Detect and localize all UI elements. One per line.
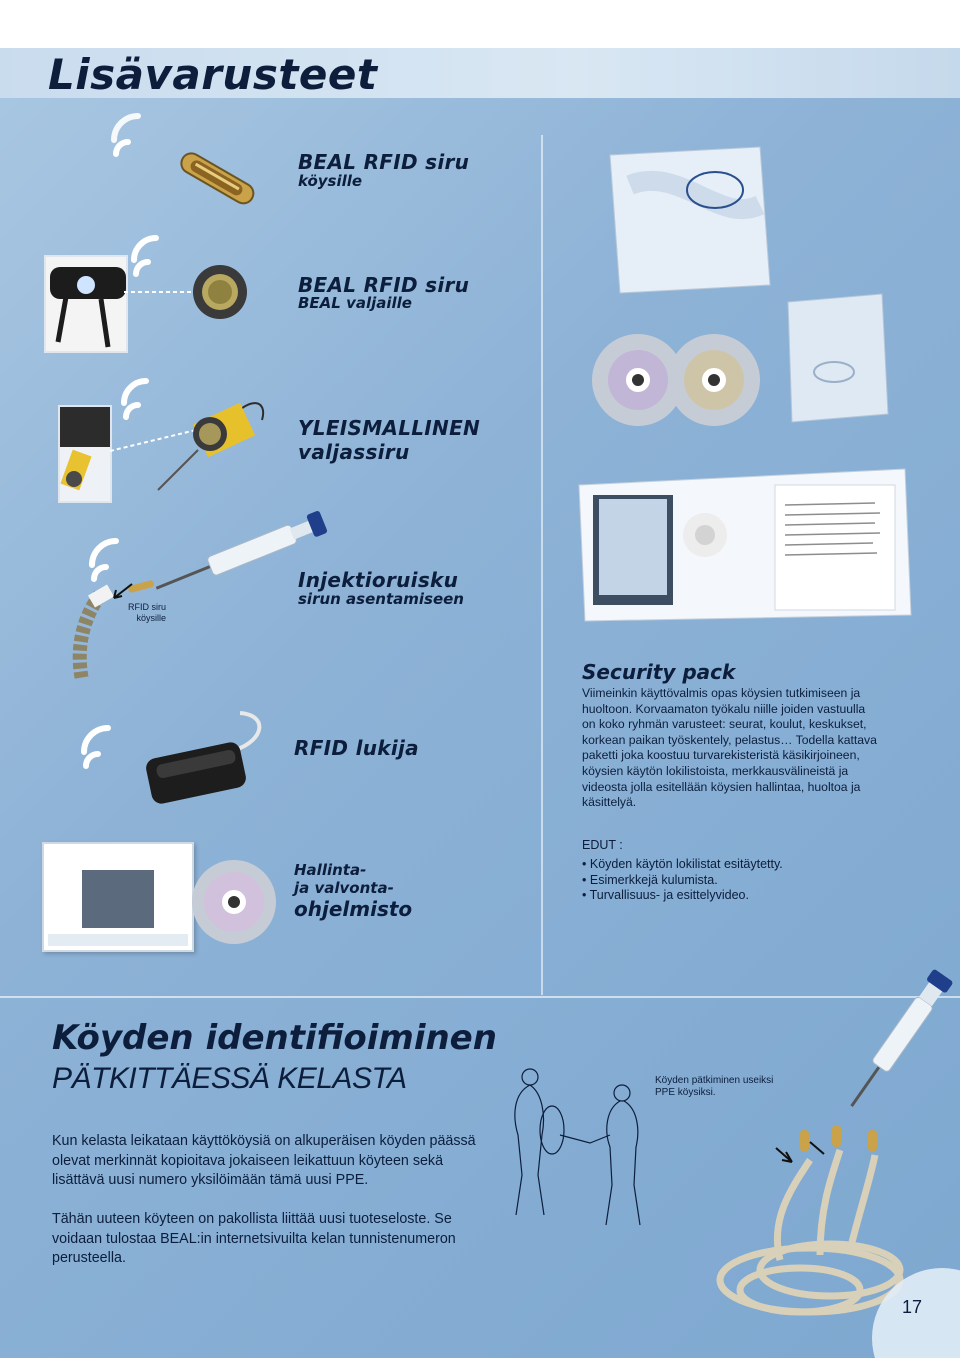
software-title-line1: Hallinta-	[294, 861, 367, 879]
rope-cutting-illustration	[500, 1065, 660, 1245]
section-divider	[0, 996, 960, 998]
benefits-label: EDUT :	[582, 838, 623, 852]
rfid-harness-subtitle: BEAL valjaille	[298, 294, 412, 312]
dotted-connector	[124, 280, 196, 304]
cd-pair-image	[590, 330, 765, 430]
column-divider	[541, 135, 543, 995]
harness-photo	[44, 255, 128, 353]
identification-paragraph-1: Kun kelasta leikataan käyttököysiä on alkuperäisen köyden päässä olevat merkinnät kopioitava jokaiseen leikattuun köyteen sekä lisättävä uusi numero yksilöimään tämä uusi PPE.	[52, 1133, 476, 1188]
rfid-signal-icon	[108, 110, 160, 162]
security-pack-description: Viimeinkin käyttövalmis opas köysien tutkimiseen ja huoltoon. Korvaamaton työkalu niille joiden vastuulla on koko ryhmän varusteet: seurat, koulut, keskukset, korkean paikan työskentely, pelastus… Todella kattava paketti joka koostuu turvarekisteristä käsikirjoineen, köysien käytön lokilistoista, merkkausvälineistä ja videosta jolla esitellään köysien hallintaa, huoltoa ja käsittelyä.	[582, 686, 877, 810]
reader-title: RFID lukija	[294, 736, 419, 760]
benefits-list	[582, 857, 783, 904]
rope-end-image	[60, 575, 160, 685]
rfid-signal-icon	[128, 232, 178, 282]
benefit-item: • Köyden käytön lokilistat esitäytetty.	[582, 857, 783, 873]
injector-subtitle: sirun asentamiseen	[298, 590, 464, 608]
rfid-rope-title: BEAL RFID siru	[298, 150, 470, 174]
rfid-reader-image	[140, 705, 270, 805]
universal-chip-photo	[58, 405, 112, 503]
arrow-icon	[112, 582, 134, 600]
security-pack-manual-image	[782, 292, 892, 424]
rfid-harness-chip-image	[190, 262, 250, 322]
universal-title-line2: valjassiru	[298, 440, 410, 464]
security-pack-binder-image	[575, 465, 915, 625]
injector-title: Injektioruisku	[298, 568, 459, 592]
software-title-line2: ja valvonta-	[294, 879, 394, 897]
security-pack-title: Security pack	[582, 660, 736, 684]
injector-syringe-image	[830, 965, 960, 1125]
universal-title-line1: YLEISMALLINEN	[298, 416, 481, 440]
page-number: 17	[902, 1297, 923, 1317]
benefit-item: • Esimerkkejä kulumista.	[582, 873, 783, 889]
software-title	[294, 861, 412, 921]
identification-title: Köyden identifioiminen	[52, 1018, 497, 1058]
universal-chip-image	[150, 390, 275, 500]
identification-subtitle: PÄTKITTÄESSÄ KELASTA	[52, 1062, 407, 1095]
security-pack-box-image	[600, 145, 775, 295]
rfid-harness-title: BEAL RFID siru	[298, 273, 470, 297]
software-screenshot	[42, 842, 194, 952]
rfid-rope-chip-image	[170, 140, 265, 215]
software-title-line3: ohjelmisto	[294, 897, 413, 921]
identification-note: Köyden pätkiminen useiksi PPE köysiksi.	[655, 1075, 774, 1098]
rfid-rope-label: RFID siru köysille	[128, 602, 166, 623]
cd-icon	[190, 858, 278, 946]
benefit-item: • Turvallisuus- ja esittelyvideo.	[582, 888, 783, 904]
page-title: Lisävarusteet	[48, 50, 378, 99]
rfid-signal-icon	[78, 722, 130, 774]
identification-paragraph-2: Tähän uuteen köyteen on pakollista liittää uusi tuoteseloste. Se voidaan tulostaa BEAL:in internetsivuilta kelan tunnistenumeron perusteella.	[52, 1211, 456, 1266]
rfid-rope-subtitle: köysille	[298, 172, 363, 190]
